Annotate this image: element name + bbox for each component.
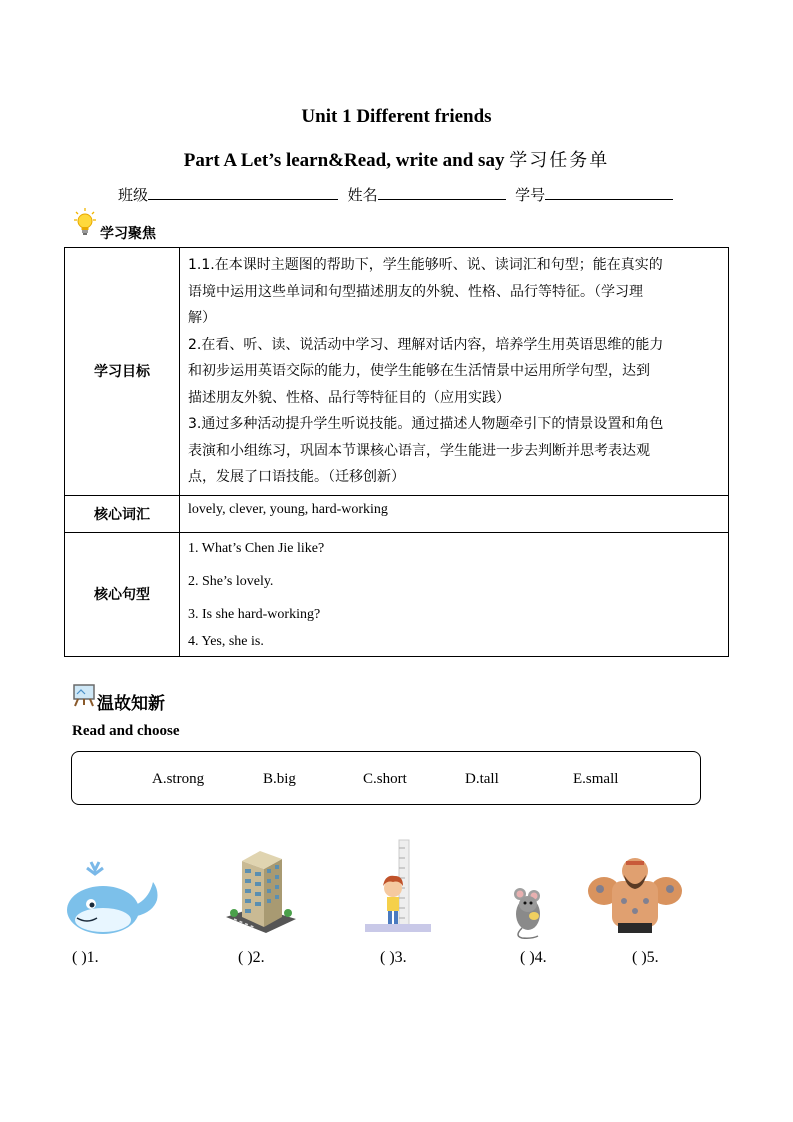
sentence-line: 1. What’s Chen Jie like? — [188, 540, 325, 556]
learning-focus-table — [64, 247, 729, 657]
review-heading: 温故知新 — [97, 694, 165, 714]
vocabulary-line: lovely, clever, young, hard-working — [188, 501, 388, 517]
row-content — [180, 532, 729, 656]
mouse-picture — [508, 882, 550, 945]
answer-blank-1[interactable]: ( )1. — [72, 949, 99, 966]
answer-blank-4[interactable]: ( )4. — [520, 949, 547, 966]
option-e: E.small — [573, 771, 619, 787]
table-row — [65, 495, 729, 532]
option-b: B.big — [263, 771, 296, 787]
name-blank[interactable] — [378, 184, 506, 200]
goal-line: 3.通过多种活动提升学生听说技能。通过描述人物题牵引下的情景设置和角色 — [188, 416, 664, 432]
row-label: 核心词汇 — [65, 495, 180, 532]
goal-line: 表演和小组练习，巩固本节课核心语言，学生能进一步去判断并思考表达观 — [188, 442, 650, 459]
strong-man-picture — [586, 853, 684, 940]
student-id-blank[interactable] — [545, 184, 673, 200]
option-d: D.tall — [465, 771, 499, 787]
focus-heading: 学习聚焦 — [100, 226, 156, 242]
sentence-line: 3. Is she hard-working? — [188, 606, 321, 622]
goal-line: 解） — [188, 310, 216, 326]
class-label: 班级 — [118, 186, 149, 204]
subtitle-english: Part A Let’s learn&Read, write and say — [183, 150, 505, 171]
goal-line: 2.在看、听、读、说活动中学习、理解对话内容，培养学生用英语思维的能力 — [188, 336, 664, 353]
goal-line: 和初步运用英语交际的能力，使学生能够在生活情景中运用所学句型，达到 — [188, 363, 650, 379]
class-blank[interactable] — [148, 184, 338, 200]
row-label: 学习目标 — [65, 248, 180, 496]
row-content — [180, 495, 729, 532]
tall-building-picture — [226, 847, 296, 942]
table-row — [65, 532, 729, 656]
student-info-line — [118, 184, 673, 205]
worksheet-title: Unit 1 Different friends — [301, 106, 492, 127]
goal-line: 点，发展了口语技能。（迁移创新） — [188, 469, 405, 485]
answer-blank-5[interactable]: ( )5. — [632, 949, 659, 966]
table-row — [65, 248, 729, 496]
whale-picture — [63, 860, 161, 943]
subtitle-chinese: 学习任务单 — [509, 150, 610, 171]
easel-icon — [72, 683, 96, 712]
answer-blank-3[interactable]: ( )3. — [380, 949, 407, 966]
name-label: 姓名 — [347, 186, 378, 204]
sentence-line: 2. She’s lovely. — [188, 573, 274, 589]
option-a: A.strong — [152, 771, 205, 787]
row-content — [180, 248, 729, 496]
row-label: 核心句型 — [65, 532, 180, 656]
answer-blank-2[interactable]: ( )2. — [238, 949, 265, 966]
lightbulb-icon — [74, 208, 96, 243]
goal-line: 语境中运用这些单词和句型描述朋友的外貌、性格、品行等特征。（学习理 — [188, 283, 643, 300]
instruction: Read and choose — [72, 723, 180, 739]
worksheet-subtitle — [0, 146, 793, 172]
option-c: C.short — [363, 771, 407, 787]
goal-line: 描述朋友外貌、性格、品行等特征目的（应用实践） — [188, 389, 510, 406]
options-box — [71, 751, 701, 805]
student-id-label: 学号 — [515, 186, 546, 204]
goal-line: 1.1.在本课时主题图的帮助下，学生能够听、说、读词汇和句型；能在真实的 — [188, 257, 663, 273]
sentence-line: 4. Yes, she is. — [188, 633, 264, 649]
short-boy-picture — [365, 838, 431, 939]
